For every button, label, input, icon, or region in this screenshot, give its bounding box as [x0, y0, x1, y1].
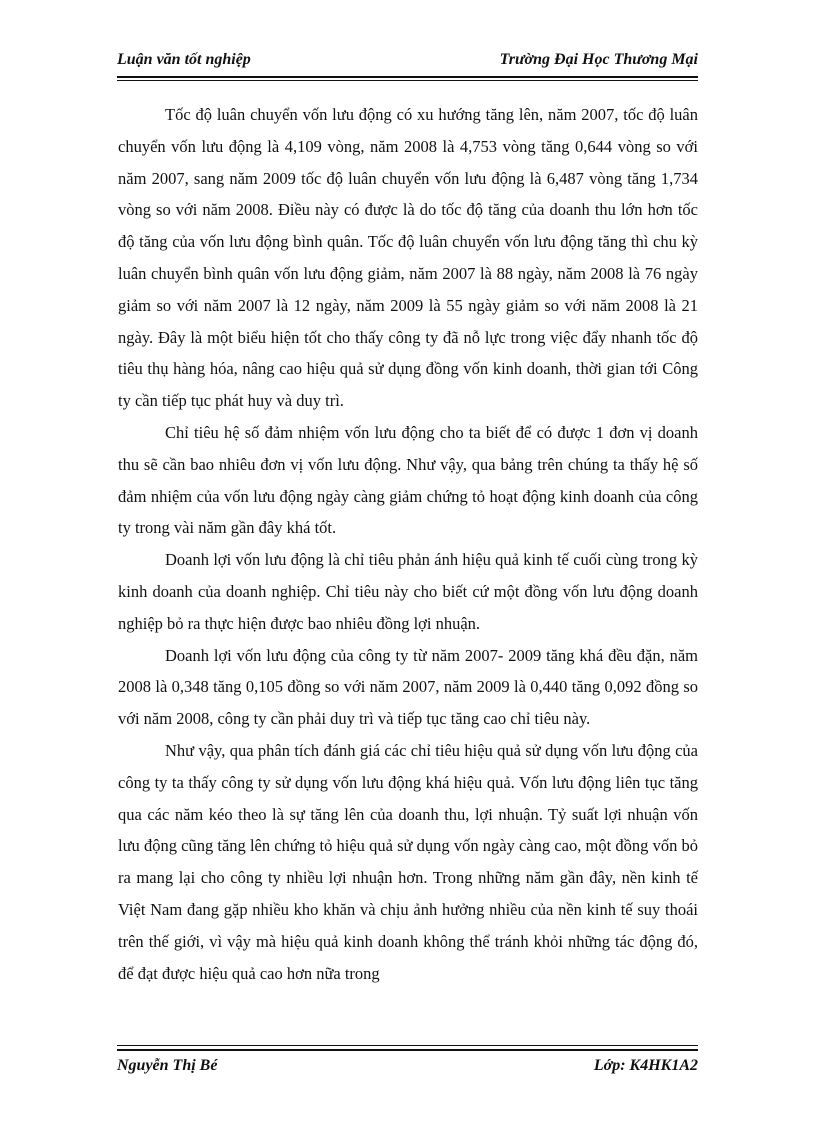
paragraph-3: Doanh lợi vốn lưu động là chỉ tiêu phản ánh hiệu quả kinh tế cuối cùng trong kỳ kinh doanh của doanh nghiệp. Chỉ tiêu này cho biết cứ một đồng vốn lưu động doanh nghiệp bỏ ra thực hiện được bao nhiêu đồng lợi nhuận. — [118, 550, 698, 633]
header-rule-thin — [117, 80, 698, 81]
page-footer — [117, 1057, 698, 1081]
body-text — [118, 99, 698, 989]
footer-rule-thin — [117, 1045, 698, 1046]
footer-rule-thick — [117, 1049, 698, 1051]
paragraph-5: Như vậy, qua phân tích đánh giá các chỉ tiêu hiệu quả sử dụng vốn lưu động của công ty ta thấy công ty sử dụng vốn lưu động khá hiệu quả. Vốn lưu động liên tục tăng qua các năm kéo theo là sự tăng lên của doanh thu, lợi nhuận. Tỷ suất lợi nhuận vốn lưu động cũng tăng lên chứng tỏ hiệu quả sử dụng vốn ngày càng cao, một đồng vốn bỏ ra mang lại cho công ty nhiều lợi nhuận hơn. Trong những năm gần đây, nền kinh tế Việt Nam đang gặp nhiều kho khăn và chịu ảnh hưởng nhiều của nền kinh tế suy thoái trên thế giới, vì vậy mà hiệu quả kinh doanh không thể tránh khỏi những tác động đó, để đạt được hiệu quả cao hơn nữa trong — [118, 740, 698, 983]
header-university-name: Trường Đại Học Thương Mại — [499, 51, 698, 68]
header-rule-thick — [117, 76, 698, 78]
paragraph-2: Chỉ tiêu hệ số đảm nhiệm vốn lưu động cho ta biết để có được 1 đơn vị doanh thu sẽ cần bao nhiêu đơn vị vốn lưu động. Như vậy, qua bảng trên chúng ta thấy hệ số đảm nhiệm của vốn lưu động ngày càng giảm chứng tỏ hoạt động kinh doanh của công ty trong vài năm gần đây khá tốt. — [118, 422, 698, 538]
footer-class-code: Lớp: K4HK1A2 — [593, 1057, 698, 1074]
header-thesis-label: Luận văn tốt nghiệp — [117, 51, 251, 68]
paragraph-1: Tốc độ luân chuyển vốn lưu động có xu hướng tăng lên, năm 2007, tốc độ luân chuyển vốn lưu động là 4,109 vòng, năm 2008 là 4,753 vòng tăng 0,644 vòng so với năm 2007, sang năm 2009 tốc độ luân chuyển vốn lưu động là 6,487 vòng tăng 1,734 vòng so với năm 2008. Điều này có được là do tốc độ tăng của doanh thu lớn hơn tốc độ tăng của vốn lưu động bình quân. Tốc độ luân chuyển vốn lưu động tăng thì chu kỳ luân chuyển bình quân vốn lưu động giảm, năm 2007 là 88 ngày, năm 2008 là 76 ngày giảm so với năm 2007 là 12 ngày, năm 2009 là 55 ngày giảm so với năm 2008 là 21 ngày. Đây là một biểu hiện tốt cho thấy công ty đã nỗ lực trong việc đẩy nhanh tốc độ tiêu thụ hàng hóa, nâng cao hiệu quả sử dụng đồng vốn kinh doanh, thời gian tới Công ty cần tiếp tục phát huy và duy trì. — [118, 105, 698, 411]
footer-author-name: Nguyễn Thị Bé — [117, 1057, 218, 1074]
page-header — [117, 51, 698, 75]
paragraph-4: Doanh lợi vốn lưu động của công ty từ năm 2007- 2009 tăng khá đều đặn, năm 2008 là 0,348 tăng 0,105 đồng so với năm 2007, năm 2009 là 0,440 tăng 0,092 đồng so với năm 2008, công ty cần phải duy trì và tiếp tục tăng cao chỉ tiêu này. — [118, 645, 698, 729]
